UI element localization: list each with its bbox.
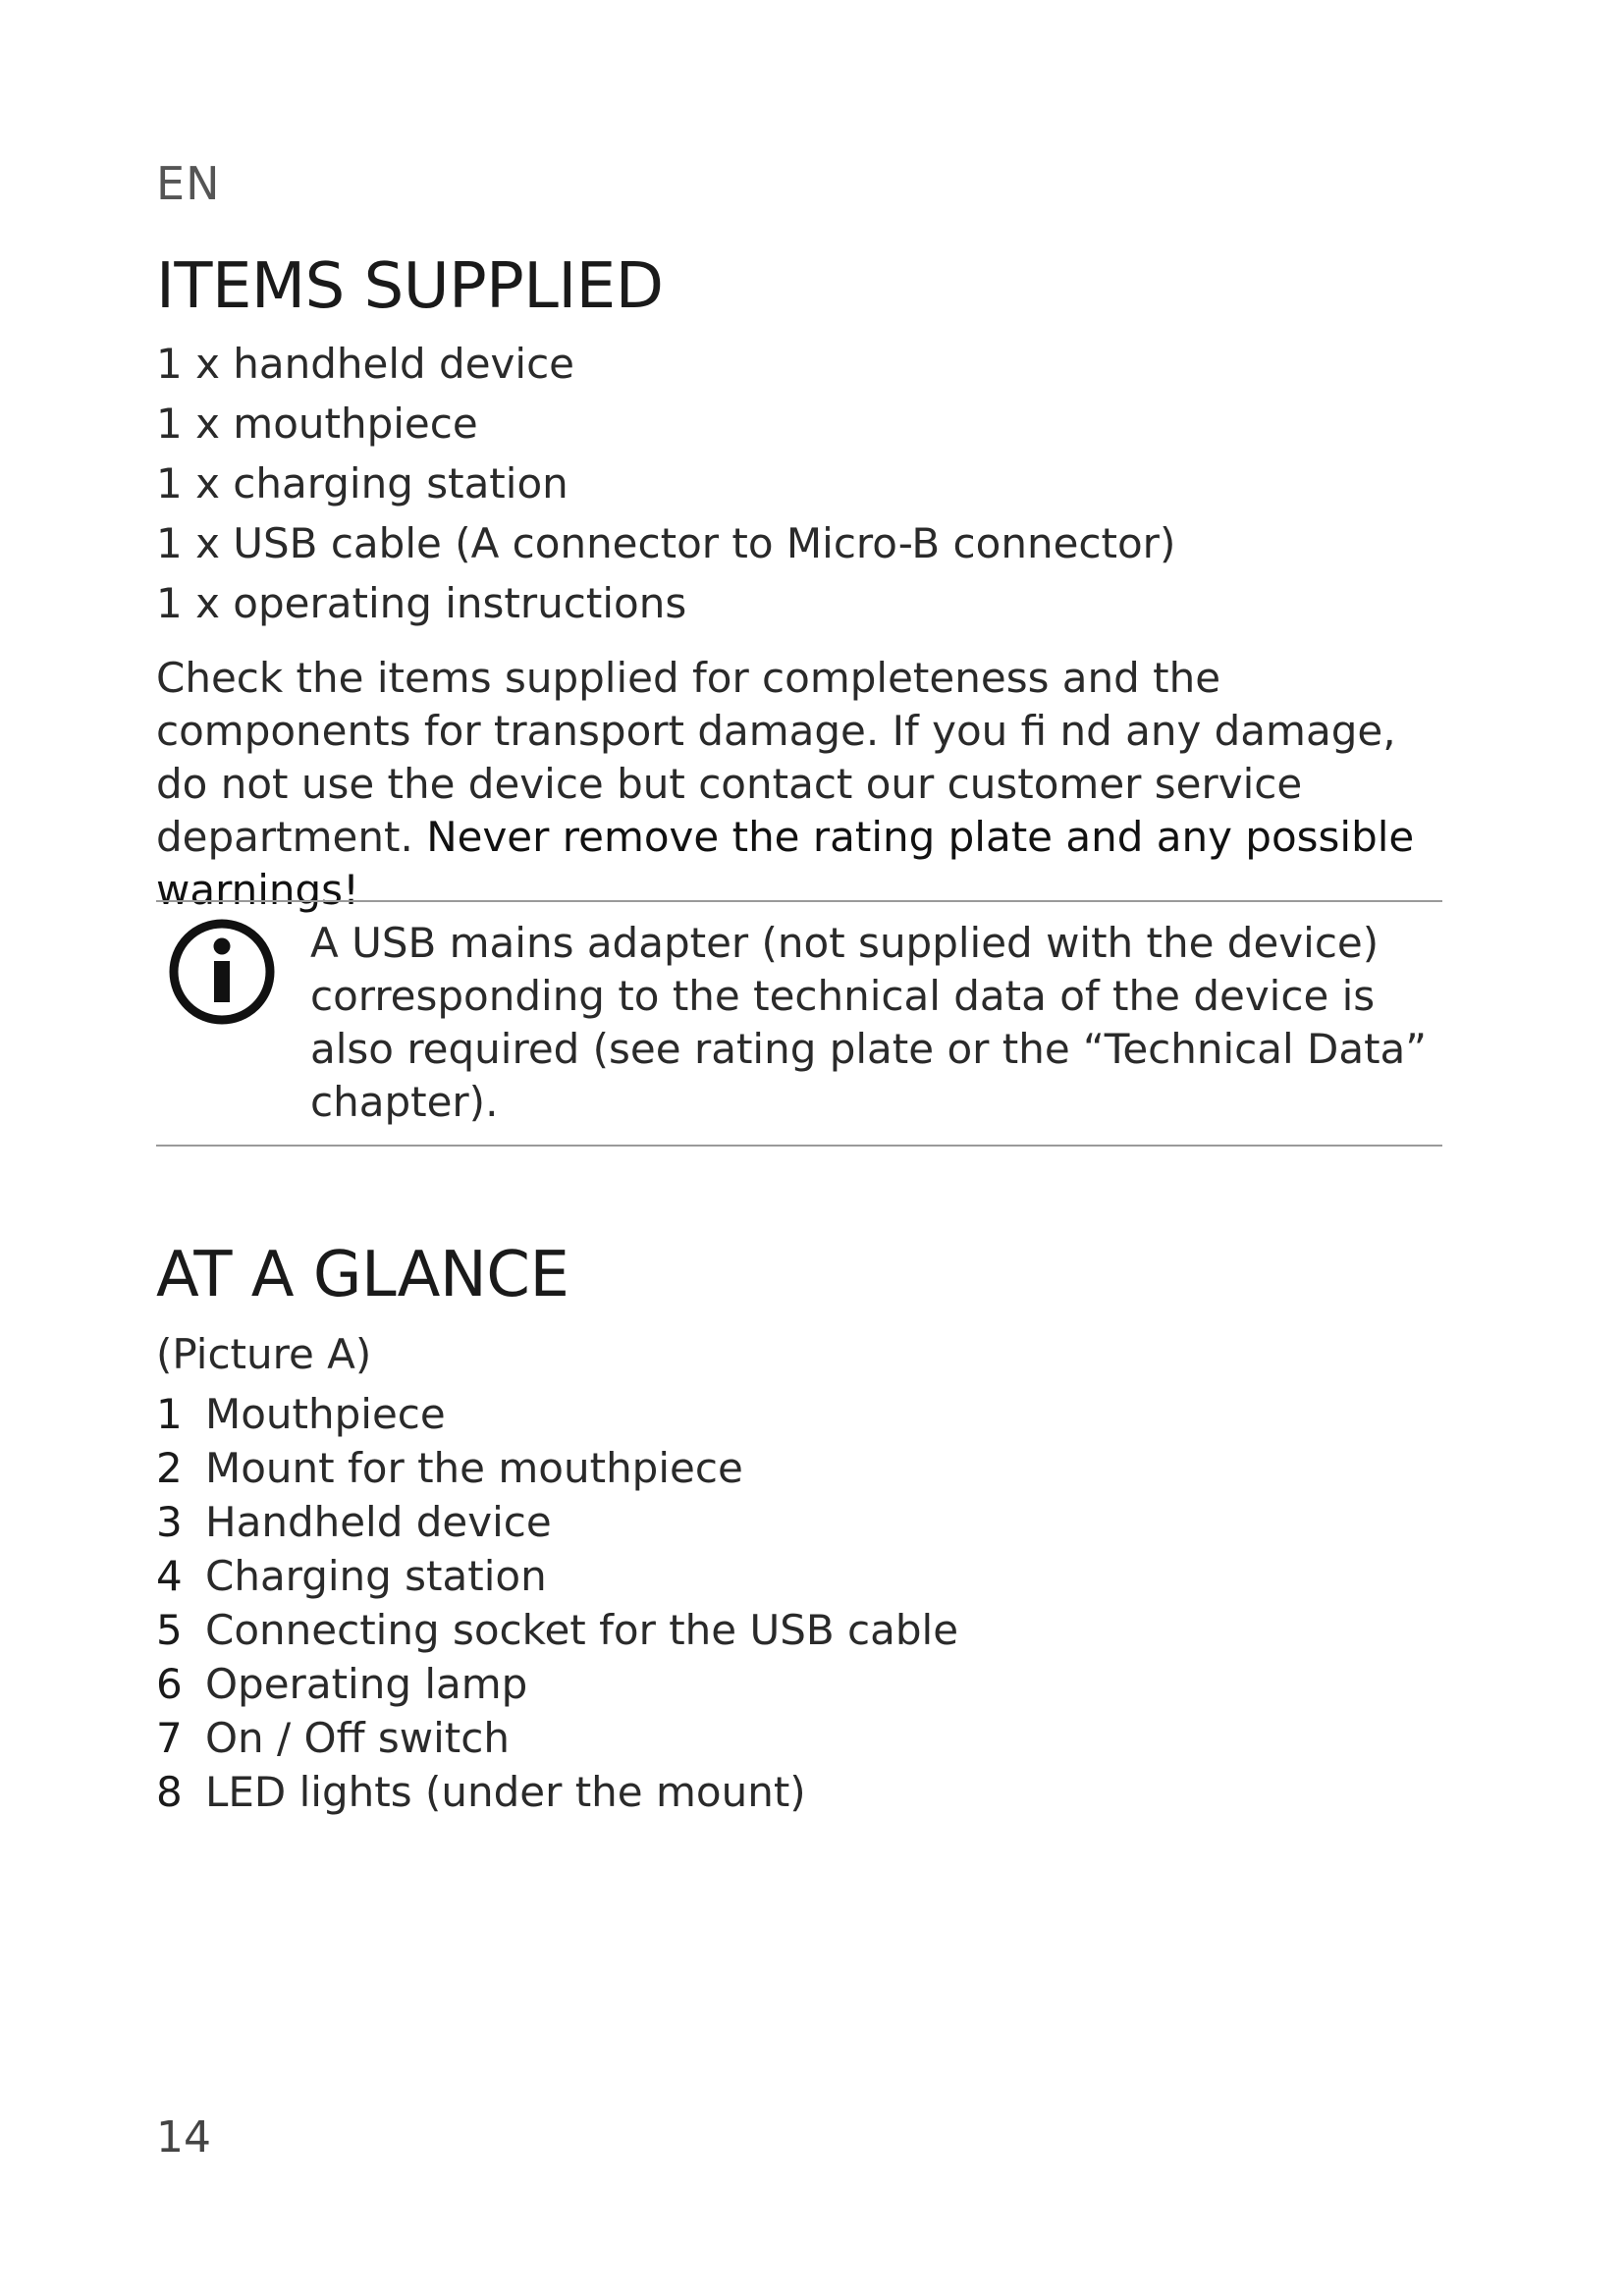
info-icon xyxy=(168,918,276,1026)
part-label: LED lights (under the mount) xyxy=(205,1768,806,1816)
part-number: 5 xyxy=(156,1606,183,1654)
part-label: On / Off switch xyxy=(205,1714,510,1762)
part-label: Connecting socket for the USB cable xyxy=(205,1606,959,1654)
items-supplied-list xyxy=(156,334,1175,633)
part-label: Charging station xyxy=(205,1552,547,1600)
rating-plate-warning: Never remove the rating plate and any possible warnings! xyxy=(156,813,1415,914)
check-items-text: Check the items supplied for completeness and the components for transport damage. If you fi nd any damage, do not use the device but contact our customer service department. xyxy=(156,654,1396,861)
list-item xyxy=(156,1657,958,1711)
list-item xyxy=(156,1441,958,1495)
part-number: 2 xyxy=(156,1444,183,1492)
picture-reference: (Picture A) xyxy=(156,1330,372,1378)
list-item xyxy=(156,1765,958,1819)
part-number: 7 xyxy=(156,1714,183,1762)
list-item: 1 x mouthpiece xyxy=(156,400,478,448)
part-number: 1 xyxy=(156,1390,183,1438)
items-supplied-heading: ITEMS SUPPLIED xyxy=(156,250,664,323)
page-number: 14 xyxy=(156,2112,211,2163)
parts-list xyxy=(156,1387,958,1819)
part-label: Operating lamp xyxy=(205,1660,528,1708)
list-item: 1 x handheld device xyxy=(156,340,575,388)
check-items-paragraph xyxy=(156,652,1442,917)
list-item: 1 x USB cable (A connector to Micro-B connector) xyxy=(156,519,1176,567)
part-label: Handheld device xyxy=(205,1498,552,1546)
list-item xyxy=(156,1603,958,1657)
list-item: 1 x operating instructions xyxy=(156,579,687,627)
part-label: Mouthpiece xyxy=(205,1390,446,1438)
part-number: 8 xyxy=(156,1768,183,1816)
list-item xyxy=(156,1387,958,1441)
language-tag: EN xyxy=(156,157,221,210)
list-item xyxy=(156,1711,958,1765)
list-item: 1 x charging station xyxy=(156,459,568,507)
list-item xyxy=(156,1549,958,1603)
part-number: 3 xyxy=(156,1498,183,1546)
list-item xyxy=(156,1495,958,1549)
note-top-divider xyxy=(156,900,1442,902)
part-number: 4 xyxy=(156,1552,183,1600)
manual-page xyxy=(156,0,1442,2296)
usb-adapter-note: A USB mains adapter (not supplied with the device) corresponding to the technical data of the device is also required (see rating plate or the “Technical Data” chapter). xyxy=(310,919,1428,1126)
part-label: Mount for the mouthpiece xyxy=(205,1444,743,1492)
part-number: 6 xyxy=(156,1660,183,1708)
at-a-glance-heading: AT A GLANCE xyxy=(156,1239,569,1311)
note-bottom-divider xyxy=(156,1145,1442,1147)
